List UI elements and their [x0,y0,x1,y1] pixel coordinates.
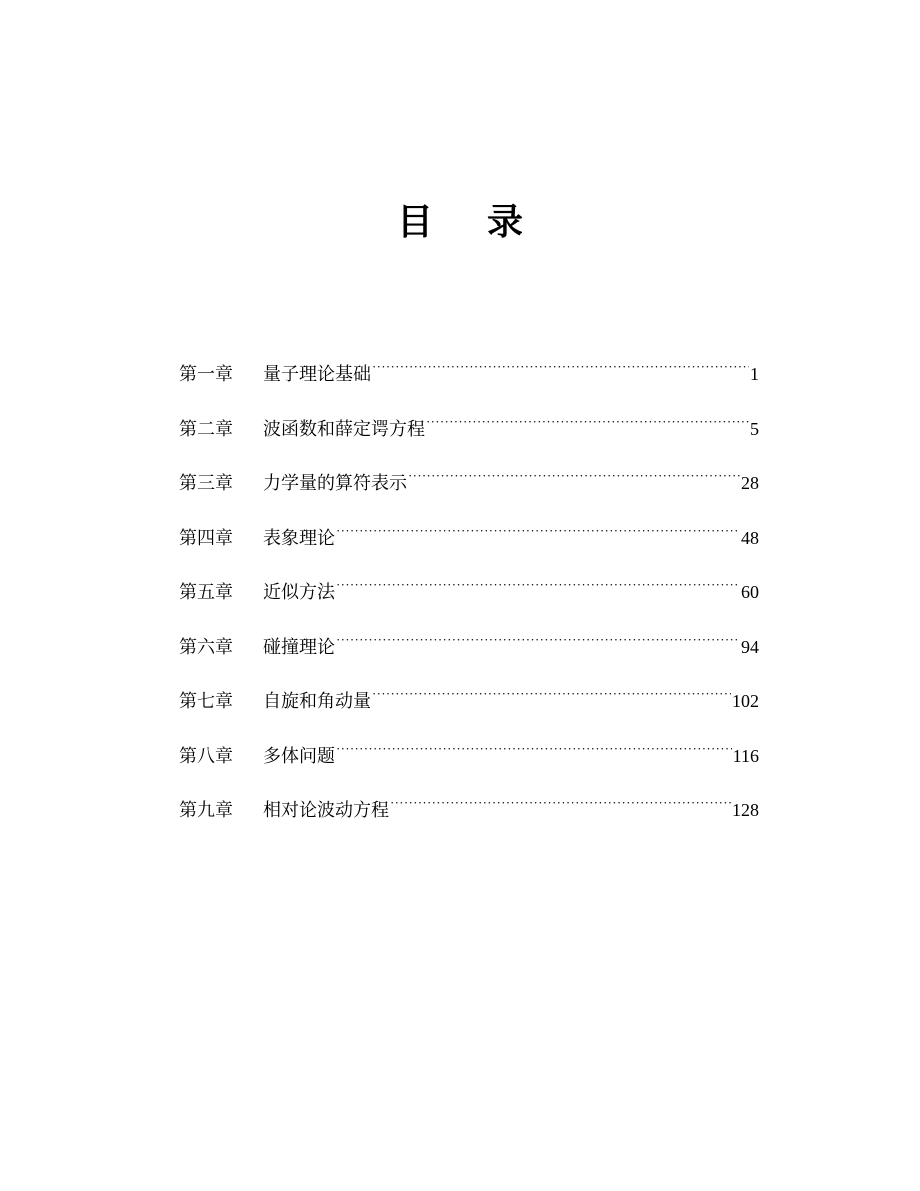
title-char-1: 目 [396,202,433,243]
dot-leader [426,407,749,435]
toc-page-number: 60 [741,582,759,602]
toc-chapter-title: 多体问题 [263,745,335,767]
toc-entry-9[interactable] [179,788,759,843]
table-of-contents [179,352,759,843]
toc-entry-5[interactable] [179,570,759,625]
toc-chapter-label: 第五章 [179,582,233,603]
toc-chapter-label: 第九章 [179,800,233,821]
toc-chapter-title: 力学量的算符表示 [263,473,407,494]
dot-leader [408,461,740,489]
toc-entry-8[interactable] [179,734,759,789]
title-char-2: 录 [487,202,524,243]
dot-leader [336,625,740,653]
toc-chapter-title: 量子理论基础 [263,364,371,385]
dot-leader [336,516,740,544]
toc-page-number: 128 [732,800,759,820]
toc-chapter-title: 近似方法 [263,582,335,603]
toc-chapter-label: 第八章 [179,745,233,767]
toc-page-number: 102 [732,691,759,711]
page-title [0,196,920,250]
dot-leader [336,570,740,598]
dot-leader [390,788,731,816]
toc-chapter-title: 自旋和角动量 [263,691,371,712]
toc-chapter-label: 第三章 [179,473,233,494]
toc-page-number: 94 [741,636,759,657]
toc-chapter-title: 波函数和薛定谔方程 [263,418,425,440]
toc-page-number: 1 [750,364,759,384]
toc-chapter-label: 第七章 [179,691,233,712]
toc-page-number: 28 [741,473,759,493]
toc-chapter-title: 相对论波动方程 [263,800,389,821]
dot-leader [372,352,749,380]
toc-entry-2[interactable] [179,407,759,462]
toc-chapter-label: 第一章 [179,364,233,385]
toc-chapter-label: 第六章 [179,636,233,658]
toc-entry-3[interactable] [179,461,759,516]
toc-entry-7[interactable] [179,679,759,734]
dot-leader [372,679,731,707]
dot-leader [336,734,732,762]
toc-chapter-title: 表象理论 [263,527,335,549]
toc-entry-4[interactable] [179,516,759,571]
toc-chapter-label: 第四章 [179,527,233,549]
toc-page-number: 5 [750,418,759,439]
toc-page-number: 48 [741,527,759,548]
toc-page-number: 116 [732,745,759,766]
toc-chapter-label: 第二章 [179,418,233,440]
toc-entry-6[interactable] [179,625,759,680]
toc-entry-1[interactable] [179,352,759,407]
toc-chapter-title: 碰撞理论 [263,636,335,658]
